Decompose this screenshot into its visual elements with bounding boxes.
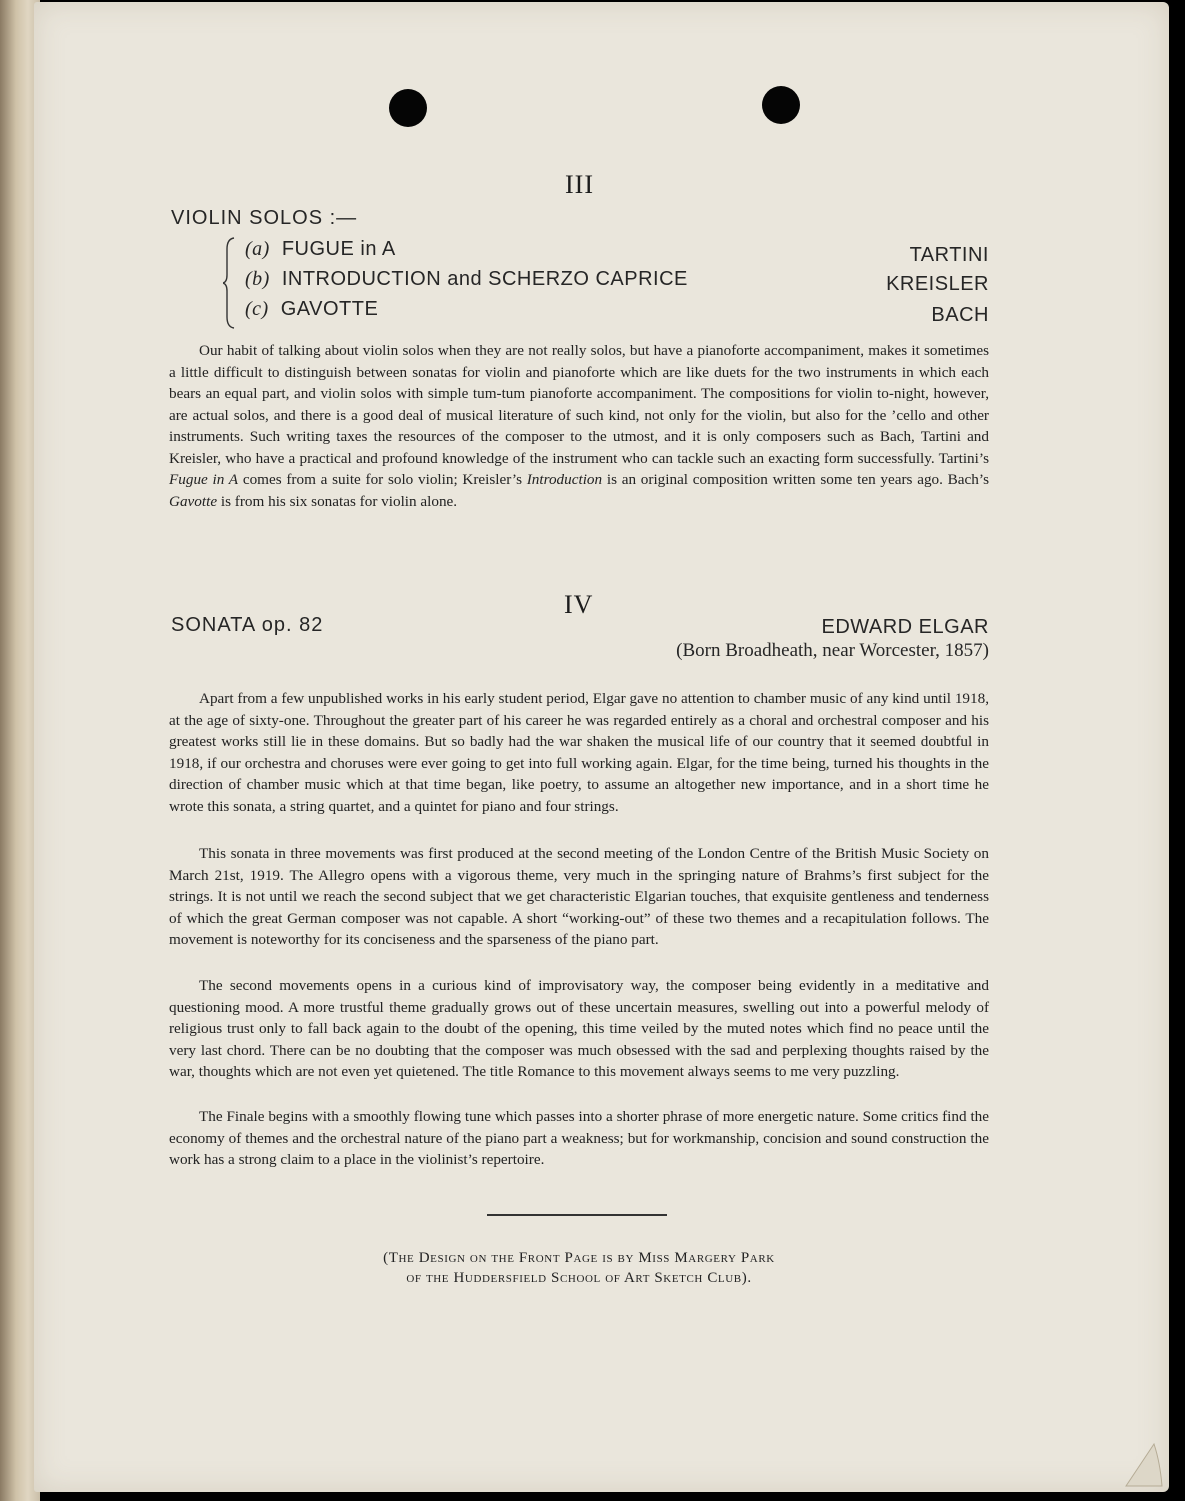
- item-composer: TARTINI: [909, 244, 989, 266]
- brace-icon: [223, 237, 235, 329]
- punch-hole-left: [389, 89, 427, 127]
- item-label: (a): [245, 238, 270, 260]
- item-composer: KREISLER: [886, 273, 989, 295]
- item-title: FUGUE in A: [281, 238, 396, 260]
- program-page: [34, 2, 1169, 1492]
- violin-solos-heading: VIOLIN SOLOS :—: [171, 207, 358, 229]
- program-item: [245, 298, 378, 321]
- sonata-paragraph: The Finale begins with a smoothly flowing tune which passes into a shorter phrase of more energetic nature. Some critics find the economy of themes and the orchestral nature of the piano part a weakness; but for workmanship, concision and sound construction the work has a strong claim to a place in the violinist’s repertoire.: [169, 1108, 989, 1168]
- item-title: GAVOTTE: [280, 298, 379, 320]
- page-curl-icon: [1124, 1442, 1164, 1487]
- composer-birth-note: (Born Broadheath, near Worcester, 1857): [676, 640, 989, 661]
- section-numeral-iv: IV: [564, 590, 594, 619]
- sonata-paragraph: This sonata in three movements was first produced at the second meeting of the London Centre of the British Music Society on March 21st, 1919. The Allegro opens with a vigorous theme, very much in the springing nature of Brahms’s first subject for the strings. It is not until we reach the second subject that we get characteristic Elgarian touches, that exquisite gentleness and tenderness of which the great German composer was not capable. A short “working-out” of these two themes and a recapitulation follows. The movement is noteworthy for its conciseness and the sparseness of the piano part.: [169, 845, 989, 948]
- punch-hole-right: [762, 86, 800, 124]
- violin-solos-paragraph: Our habit of talking about violin solos when they are not really solos, but have a pianoforte accompaniment, makes it sometimes a little difficult to distinguish between sonatas for violin and pianoforte which are like duets for the two instruments in which each bears an equal part, and violin solos with simple tum-tum pianoforte accompaniment. The compositions for violin to-night, however, are actual solos, and there is a good deal of musical literature of such kind, not only for the violin, but also for the ’cello and other instruments. Such writing taxes the resources of the composer to the utmost, and it is only composers such as Bach, Tartini and Kreisler, who have a practical and profound knowledge of the instrument who can tackle such an exacting form successfully. Tartini’s Fugue in A comes from a suite for solo violin; Kreisler’s Introduction is an original composition written some ten years ago. Bach’s Gavotte is from his six sonatas for violin alone.: [169, 342, 989, 510]
- design-credit-line-2: of the Huddersfield School of Art Sketch Club).: [406, 1270, 752, 1286]
- item-label: (b): [245, 268, 270, 290]
- divider-rule: [487, 1214, 667, 1216]
- design-credit-line-1: (The Design on the Front Page is by Miss Margery Park: [383, 1250, 775, 1266]
- sonata-paragraph: The second movements opens in a curious kind of improvisatory way, the composer being evidently in a meditative and questioning mood. A more trustful theme gradually grows out of these uncertain measures, swelling out into a powerful melody of religious trust only to fall back again to the doubt of the opening, this time veiled by the muted notes which find no peace until the very last chord. There can be no doubting that the composer was much obsessed with the sad and perplexing thoughts raised by the war, thoughts which are not even yet quietened. The title Romance to this movement always seems to me very puzzling.: [169, 977, 989, 1080]
- program-item: [245, 268, 688, 291]
- item-composer: BACH: [931, 304, 989, 326]
- item-title: INTRODUCTION and SCHERZO CAPRICE: [281, 268, 688, 290]
- item-label: (c): [245, 298, 269, 320]
- section-numeral-iii: III: [565, 170, 594, 199]
- sonata-composer: EDWARD ELGAR: [821, 616, 989, 638]
- sonata-title: SONATA op. 82: [171, 614, 324, 636]
- sonata-paragraph: Apart from a few unpublished works in his early student period, Elgar gave no attention to chamber music of any kind until 1918, at the age of sixty-one. Throughout the greater part of his career he was regarded entirely as a choral and orchestral composer and his greatest works still lie in these domains. But so badly had the war shaken the musical life of our country that it seemed doubtful in 1918, if our orchestra and choruses were ever going to get into full working again. Elgar, for the time being, turned his thoughts in the direction of chamber music which at that time began, like poetry, to assume an altogether new importance, and in a short time he wrote this sonata, a string quartet, and a quintet for piano and four strings.: [169, 690, 989, 815]
- program-item: [245, 238, 396, 261]
